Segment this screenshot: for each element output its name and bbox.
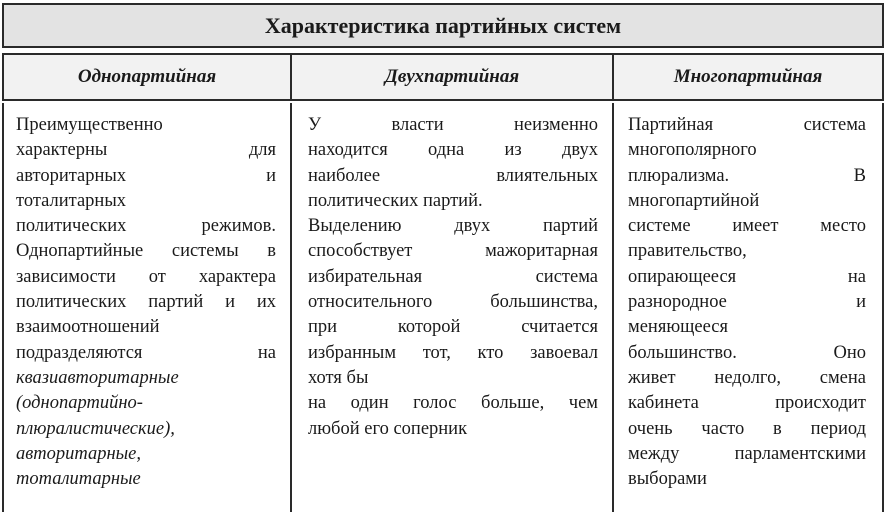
cell-text-line: опирающееся на	[628, 266, 866, 287]
cell-text-line: характерны для	[16, 140, 276, 161]
header-two-party: Двухпартийная	[292, 55, 614, 99]
body-row	[2, 103, 884, 512]
cell-text-line: любой его соперник	[308, 418, 468, 439]
cell-multi-party	[614, 103, 882, 512]
cell-text-line: способствует мажоритарная	[308, 241, 598, 262]
cell-text-line: тоталитарные	[16, 469, 141, 490]
cell-text-line: находится одна из двух	[308, 140, 598, 161]
cell-text-line: плюрализма. В	[628, 165, 866, 186]
cell-text-line: живет недолго, смена	[628, 367, 866, 388]
cell-text-line: многополярного	[628, 140, 757, 161]
cell-text-line: меняющееся	[628, 317, 728, 338]
header-row	[2, 53, 884, 101]
cell-text-line: на один голос больше, чем	[308, 393, 598, 414]
cell-text-line: относительного большинства,	[308, 292, 598, 313]
cell-text-line: избирательная система	[308, 266, 598, 287]
cell-text-line: избранным тот, кто завоевал	[308, 342, 598, 363]
cell-two-party	[292, 103, 614, 512]
cell-one-party	[4, 103, 292, 512]
cell-text-line: политических режимов.	[16, 216, 276, 237]
cell-text-line: взаимоотношений	[16, 317, 160, 338]
header-one-party: Однопартийная	[4, 55, 292, 99]
cell-text-line: политических партий и их	[16, 292, 276, 313]
cell-text-line: авторитарных и	[16, 165, 276, 186]
cell-text-line: кабинета происходит	[628, 393, 866, 414]
cell-text-line: правительство,	[628, 241, 747, 262]
cell-text-line: многопартийной	[628, 190, 760, 211]
cell-text-line: квазиавторитарные	[16, 367, 179, 388]
cell-text-line: между парламентскими	[628, 443, 866, 464]
cell-text-line: системе имеет место	[628, 216, 866, 237]
cell-text-line: большинство. Оно	[628, 342, 866, 363]
cell-text-line: разнородное и	[628, 292, 866, 313]
cell-text-line: при которой считается	[308, 317, 598, 338]
cell-text-line: тоталитарных	[16, 190, 127, 211]
cell-text-line: хотя бы	[308, 367, 369, 388]
table-title	[2, 3, 884, 48]
cell-text-line: подразделяются на	[16, 342, 276, 363]
cell-text-line: У власти неизменно	[308, 115, 598, 135]
cell-text-line: Партийная система	[628, 115, 866, 135]
cell-text-line: Выделению двух партий	[308, 216, 598, 237]
cell-text-line: (однопартийно-	[16, 393, 143, 414]
cell-text-line: плюралистические),	[16, 418, 175, 439]
cell-text-line: политических партий.	[308, 190, 483, 211]
cell-text-line: авторитарные,	[16, 443, 142, 464]
cell-text-line: выборами	[628, 469, 707, 490]
table-title-text: Характеристика партийных систем	[264, 12, 622, 38]
cell-text-line: очень часто в период	[628, 418, 866, 439]
cell-text-line: Однопартийные системы в	[16, 241, 276, 262]
header-multi-party: Многопартийная	[673, 66, 823, 87]
cell-text-line: Преимущественно	[16, 115, 163, 135]
cell-text-line: зависимости от характера	[16, 266, 276, 287]
cell-text-line: наиболее влиятельных	[308, 165, 598, 186]
